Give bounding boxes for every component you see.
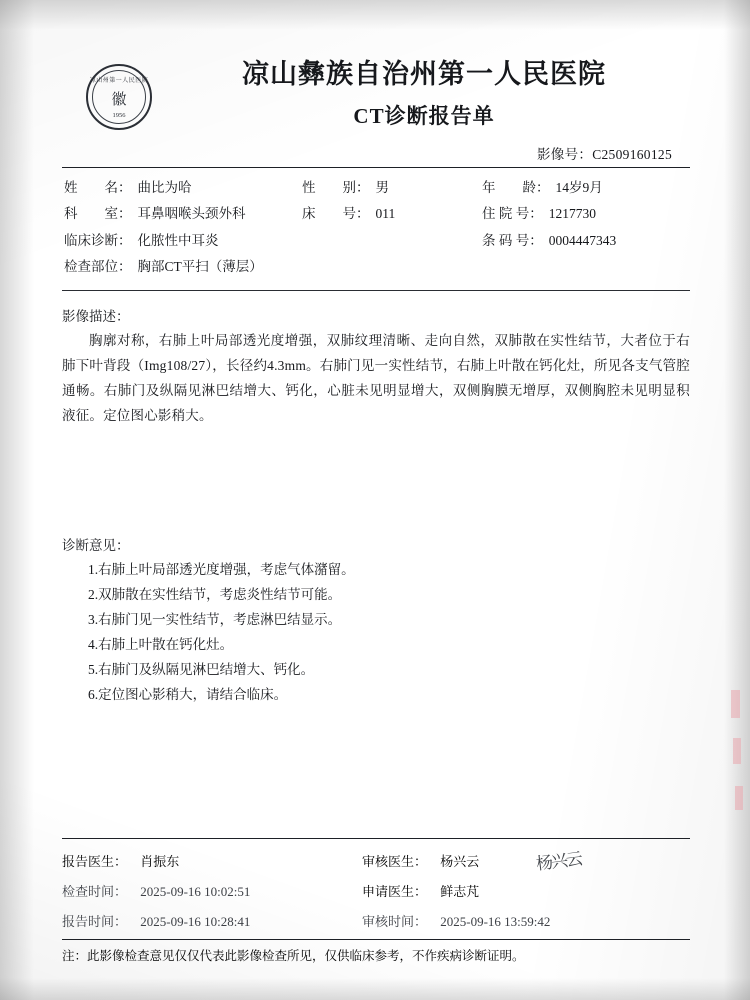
header-titles [158,58,690,130]
logo-top-text: 凉山州第一人民医院 [89,78,149,84]
divider-footer-bottom [62,939,690,940]
exam-time-label: 检查时间： [62,884,128,899]
patient-info-row-1 [64,175,688,201]
review-time-label: 审核时间： [362,914,428,929]
paper-edge-top [0,0,750,30]
findings-title: 影像描述： [62,309,130,325]
patient-info-row-3 [64,228,688,254]
report-doctor-value: 肖振东 [140,854,180,869]
paper-edge-bottom [0,978,750,1000]
patient-age-value: 14岁9月 [555,180,603,195]
report-content [62,58,690,708]
paper-edge-left [0,0,34,1000]
impression-title: 诊断意见： [62,538,130,554]
report-doctor-field [62,849,362,875]
clinical-diagnosis-field [64,228,302,254]
impression-section [62,534,690,708]
report-footer [62,838,690,964]
barcode-value: 0004447343 [548,232,617,248]
pink-margin-mark-2 [733,738,741,764]
footer-row-report-time [62,905,690,935]
request-doctor-field [362,879,690,905]
patient-info-block [62,168,690,286]
patient-gender-value: 男 [375,180,389,195]
hospital-name: 凉山彝族自治州第一人民医院 [242,59,606,89]
patient-bed-field [302,201,482,227]
exam-part-field [64,254,302,280]
patient-dept-label: 科 室： [64,206,132,222]
list-item: 1.右肺上叶局部透光度增强，考虑气体潴留。 [88,562,355,578]
pink-margin-mark-3 [735,786,743,810]
list-item: 4.右肺上叶散在钙化灶。 [88,637,234,653]
clinical-diagnosis-label: 临床诊断： [64,232,132,248]
spacer-cell [302,228,482,254]
report-time-value: 2025-09-16 10:28:41 [140,914,251,929]
patient-info-row-4 [64,254,688,280]
clinical-diagnosis-value: 化脓性中耳炎 [137,232,219,248]
divider-below-info [62,290,690,291]
request-doctor-value: 鲜志芃 [440,884,480,899]
list-item: 5.右肺门及纵隔见淋巴结增大、钙化。 [88,662,315,678]
report-time-label: 报告时间： [62,914,128,929]
review-doctor-label: 审核医生： [362,854,428,869]
paper-edge-right [724,0,750,1000]
patient-age-label: 年 龄： [482,180,550,195]
image-number-row [62,143,690,163]
review-doctor-value: 杨兴云 [440,854,480,869]
footer-note: 注：此影像检查意见仅仅代表此影像检查所见，仅供临床参考，不作疾病诊断证明。 [62,949,525,963]
patient-dept-field [64,201,302,227]
hospital-logo-icon [86,64,152,130]
exam-time-field [62,879,362,905]
list-item: 3.右肺门见一实性结节，考虑淋巴结显示。 [88,612,342,628]
findings-text: 胸廓对称，右肺上叶局部透光度增强，双肺纹理清晰、走向自然，双肺散在实性结节，大者位于右肺下叶背段（Img108/27），长径约4.3mm。右肺门见一实性结节，右肺上叶散在钙化灶，所见各支气管腔通畅。右肺门及纵隔见淋巴结增大、钙化，心脏未见明显增大，双侧胸膜无增厚，双侧胸腔未见明显积液征。定位图心影稍大。 [62,333,690,424]
exam-part-label: 检查部位： [64,258,132,274]
handwritten-signature: 杨兴云 [535,849,583,874]
patient-gender-label: 性 别： [302,180,370,195]
image-number-value: C2509160125 [592,147,672,162]
footer-row-doctors [62,839,690,875]
patient-bed-value: 011 [375,206,396,222]
pink-margin-mark-1 [731,690,740,718]
patient-inpatient-field [482,201,688,227]
patient-age-field [482,175,688,201]
logo-center-text: 徽 [111,92,127,108]
logo-year-text: 1956 [112,112,126,119]
patient-inpatient-value: 1217730 [548,206,596,222]
footer-row-exam-time [62,875,690,905]
report-time-field [62,909,362,935]
review-time-field [362,909,690,935]
review-time-value: 2025-09-16 13:59:42 [440,914,551,929]
patient-name-label: 姓 名： [64,180,132,195]
patient-bed-label: 床 号： [302,206,370,222]
list-item: 6.定位图心影稍大，请结合临床。 [88,687,288,703]
barcode-label: 条 码 号： [482,232,543,248]
patient-name-value: 曲比为哈 [137,180,192,195]
image-number-label: 影像号： [536,147,593,162]
patient-dept-value: 耳鼻咽喉头颈外科 [137,206,246,222]
report-title: CT诊断报告单 [353,103,495,128]
report-header [62,58,690,130]
findings-section [62,305,690,520]
review-doctor-field [362,849,690,875]
exam-part-value: 胸部CT平扫（薄层） [137,258,263,274]
patient-name-field [64,175,302,201]
patient-inpatient-label: 住 院 号： [482,206,543,222]
list-item: 2.双肺散在实性结节，考虑炎性结节可能。 [88,587,342,603]
impression-list [62,558,690,708]
exam-time-value: 2025-09-16 10:02:51 [140,884,251,899]
report-doctor-label: 报告医生： [62,854,128,869]
barcode-field [482,228,688,254]
request-doctor-label: 申请医生： [362,884,428,899]
patient-gender-field [302,175,482,201]
patient-info-row-2 [64,201,688,227]
